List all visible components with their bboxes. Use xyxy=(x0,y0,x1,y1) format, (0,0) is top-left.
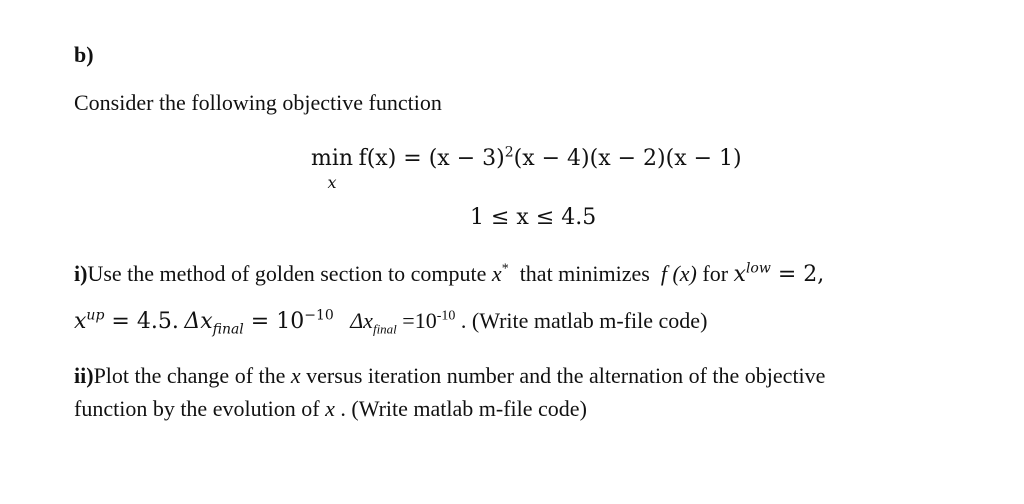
f-of-x: f (x) xyxy=(660,261,697,286)
x-star-base: x xyxy=(491,261,502,286)
part-ii-dot: . xyxy=(340,396,346,421)
for-word: for xyxy=(702,261,729,286)
part-i-text: Use the method of golden section to compute xyxy=(87,261,487,286)
x-up: $x^{up} = 4.5$. xyxy=(74,307,179,334)
objective-exponent: 2 xyxy=(504,144,514,161)
x-low: $x^{low} = 2$, xyxy=(733,260,825,287)
min-operator: min x xyxy=(311,146,353,172)
intro-text: Consider the following objective function xyxy=(74,90,442,115)
constraint: 1 ≤ x ≤ 4.5 xyxy=(470,205,597,230)
part-ii-line-1 xyxy=(74,363,825,389)
part-ii-text-1a: Plot the change of the xyxy=(93,363,286,388)
x-variable: x xyxy=(290,363,301,388)
delta-x-final-2: $\Delta x_{final} =10^{-10}$ . xyxy=(350,308,467,337)
part-ii-line-2 xyxy=(74,396,587,422)
delta-x-final-1: $\Delta x_{final} = 10^{-10}$ xyxy=(184,307,334,338)
part-i-text-2: that minimizes xyxy=(519,261,650,286)
part-ii-text-2a: function by the evolution of xyxy=(74,396,320,421)
objective-equation xyxy=(311,144,742,192)
x-variable-2: x xyxy=(325,396,335,421)
part-i-note: (Write matlab m-file code) xyxy=(471,308,708,333)
objective-function: f(x) = (x − 3) xyxy=(358,146,505,171)
part-i-label: i) xyxy=(74,261,88,286)
part-ii-text-1b: versus iteration number and the alternation of the objective xyxy=(306,363,826,388)
part-i-line-1 xyxy=(74,261,824,288)
x-star: * xyxy=(501,261,509,277)
part-ii-note: (Write matlab m-file code) xyxy=(351,396,587,421)
part-label: b) xyxy=(74,42,94,67)
objective-rest: (x − 4)(x − 2)(x − 1) xyxy=(513,146,742,171)
part-ii-label: ii) xyxy=(74,363,94,388)
min-variable: x xyxy=(327,173,337,192)
part-i-line-2 xyxy=(74,307,708,338)
